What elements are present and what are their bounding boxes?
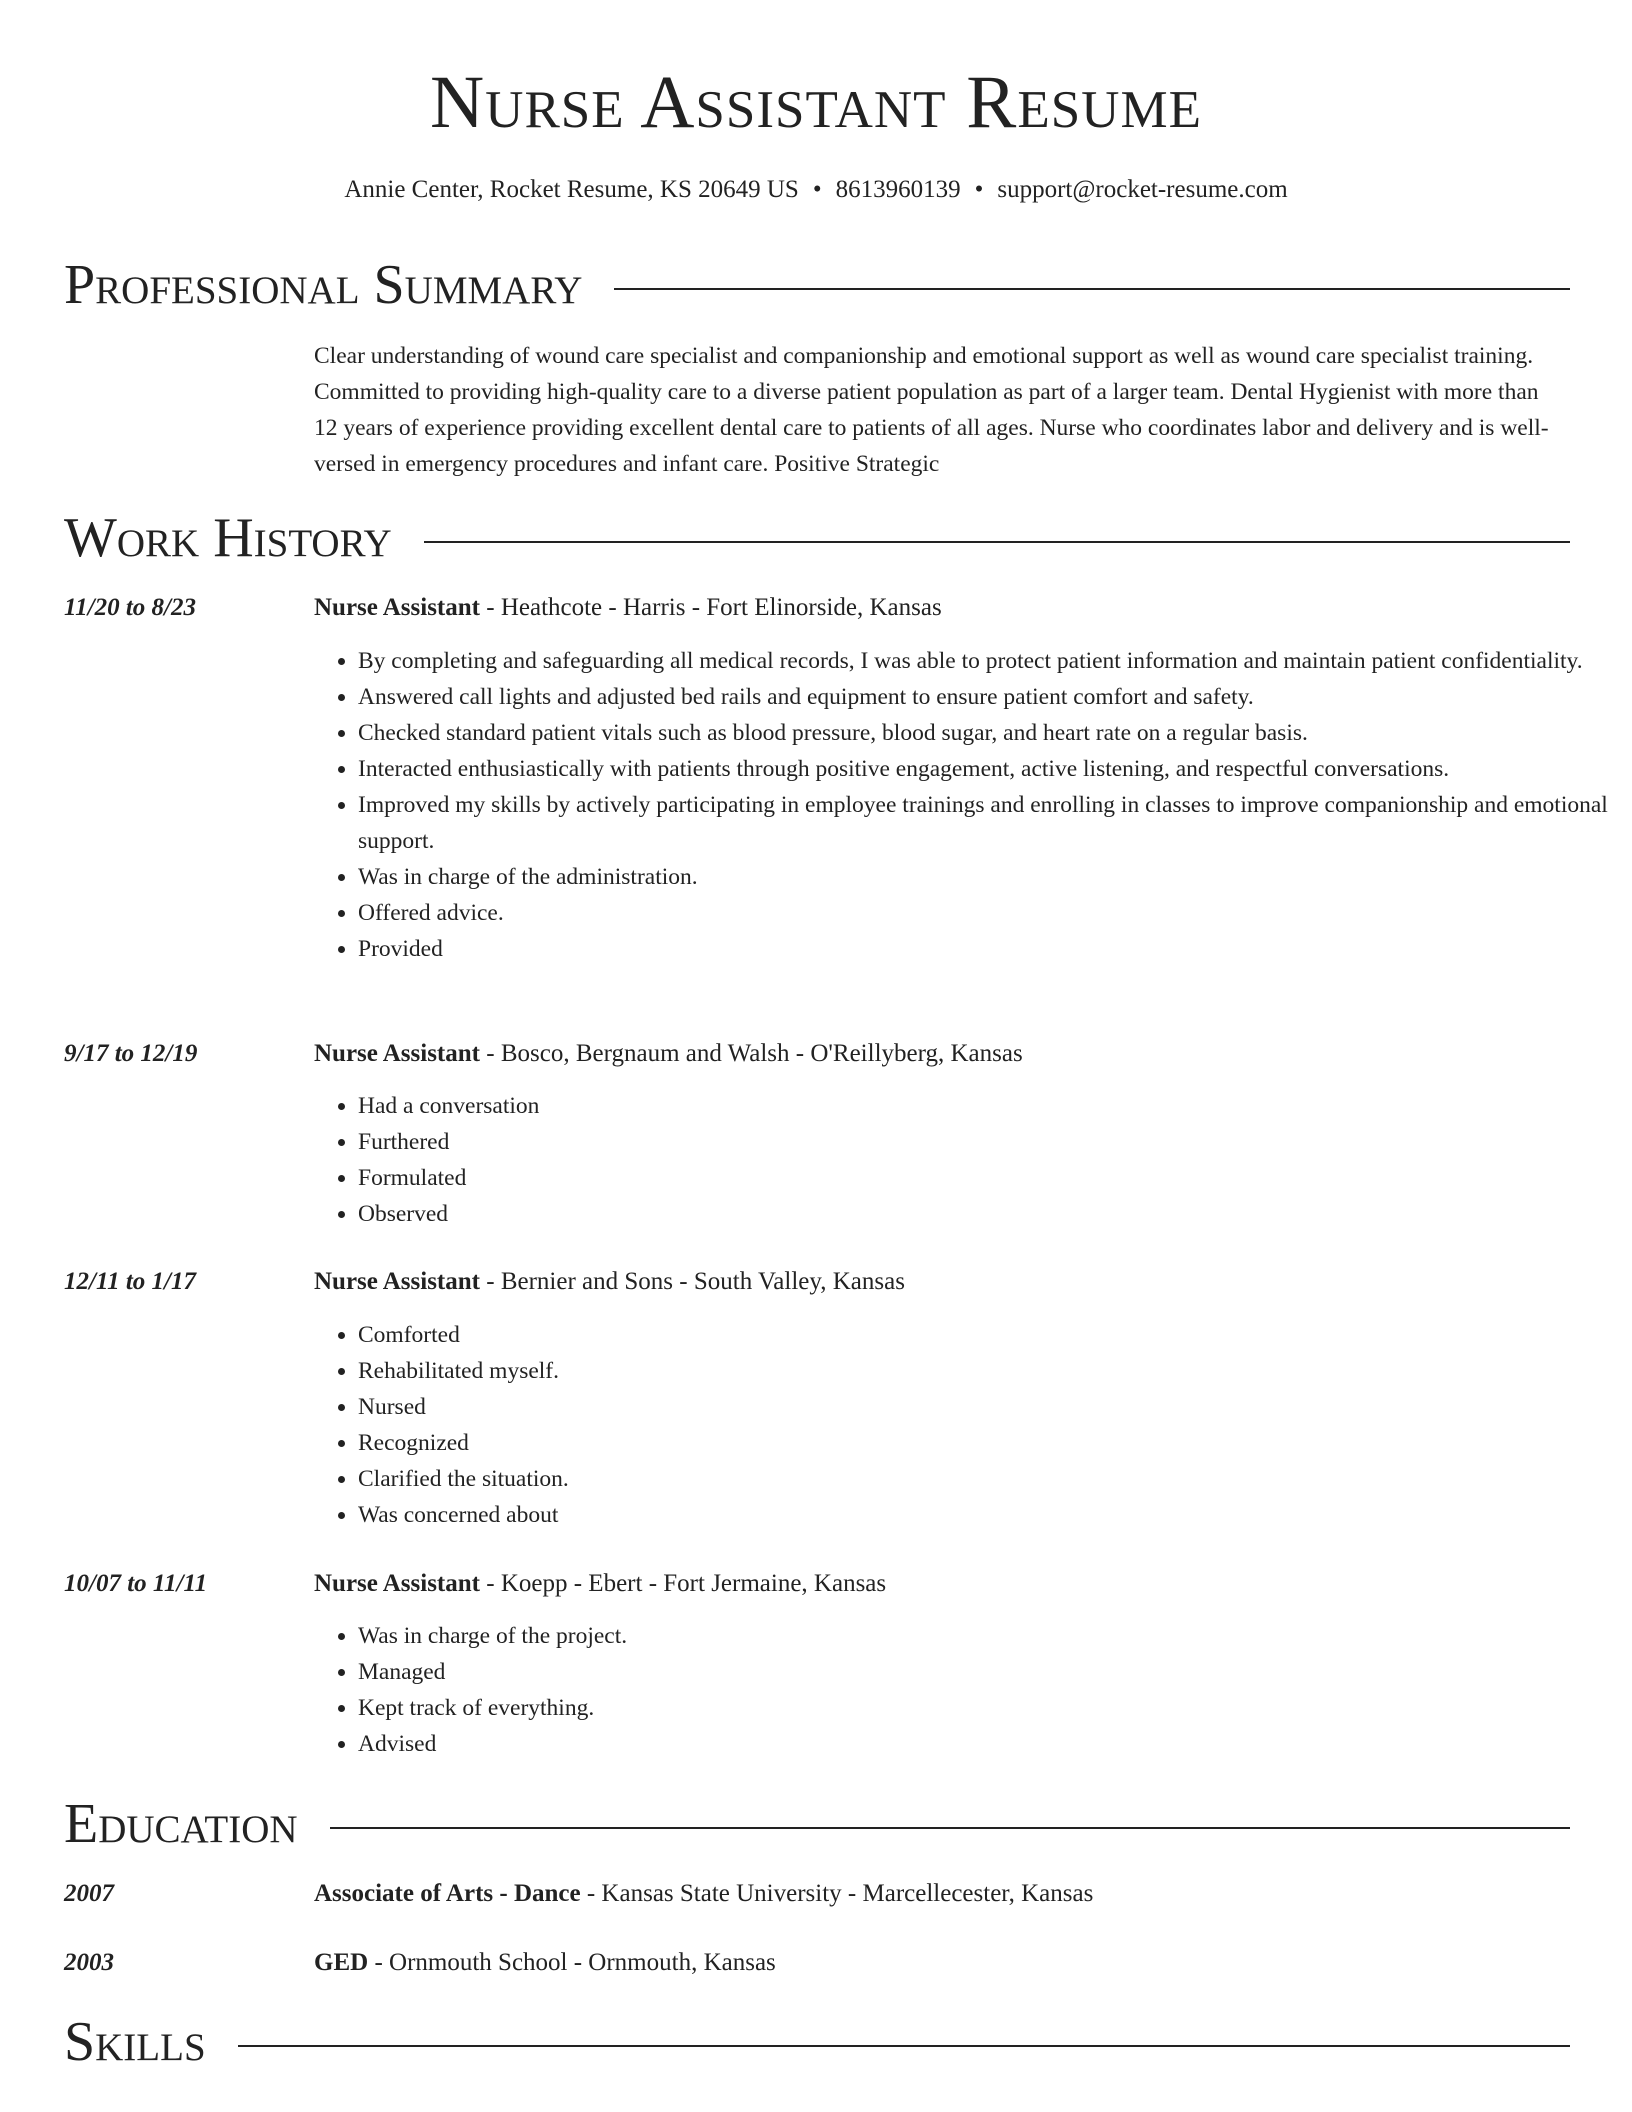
contact-line <box>0 172 1632 208</box>
job-bullet: • Interacted enthusiastically with patients through positive engagement, active listening, and respectful conversations. <box>358 751 1608 787</box>
job-details: - Koepp - Ebert - Fort Jermaine, Kansas <box>480 1570 887 1597</box>
job-bullet: • Was in charge of the project. <box>358 1618 1608 1654</box>
job-bullet: • Furthered <box>358 1124 1608 1160</box>
job-heading <box>314 1264 1564 1300</box>
job-bullet: • Kept track of everything. <box>358 1690 1608 1726</box>
contact-phone: 8613960139 <box>835 176 961 203</box>
summary-section-heading <box>64 252 1570 318</box>
work-section-title: Work History <box>64 507 392 569</box>
job-title: Nurse Assistant <box>314 1268 480 1295</box>
job-bullet: • Checked standard patient vitals such as blood pressure, blood sugar, and heart rate on a regular basis. <box>358 715 1608 751</box>
job-bullet: • Advised <box>358 1726 1608 1762</box>
summary-text: Clear understanding of wound care specialist and companionship and emotional support as well as wound care specialist training. Committed to providing high-quality care to a diverse patient population as part of a larger team. Dental Hygienist with more than 12 years of experience providing excellent dental care to patients of all ages. Nurse who coordinates labor and delivery and is well-versed in emergency procedures and infant care. Positive Strategic <box>314 343 1549 477</box>
job-bullets <box>314 1088 1608 1232</box>
education-heading <box>314 1945 1564 1981</box>
summary-section-title: Professional Summary <box>64 254 583 316</box>
education-year: 2007 <box>64 1880 114 1907</box>
job-bullet: • Comforted <box>358 1317 1608 1353</box>
job-heading <box>314 590 1564 626</box>
job-bullet: • Offered advice. <box>358 895 1608 931</box>
contact-separator: • <box>812 176 822 203</box>
job-details: - Heathcote - Harris - Fort Elinorside, Kansas <box>480 594 942 621</box>
job-bullet: • Had a conversation <box>358 1088 1608 1124</box>
job-bullets <box>314 643 1608 967</box>
job-title: Nurse Assistant <box>314 1570 480 1597</box>
job-bullet: • Clarified the situation. <box>358 1461 1608 1497</box>
job-bullet: • Provided <box>358 931 1608 967</box>
job-bullet: • Improved my skills by actively participating in employee trainings and enrolling in classes to improve companionship and emotional support. <box>358 787 1608 859</box>
contact-address: Annie Center, Rocket Resume, KS 20649 US <box>344 176 799 203</box>
job-bullet: • Recognized <box>358 1425 1608 1461</box>
education-degree: GED <box>314 1949 369 1976</box>
job-bullet: • Was concerned about <box>358 1497 1608 1533</box>
section-divider <box>424 541 1570 543</box>
job-bullet: • Managed <box>358 1654 1608 1690</box>
job-dates: 12/11 to 1/17 <box>64 1268 196 1295</box>
education-details: - Ornmouth School - Ornmouth, Kansas <box>368 1949 776 1976</box>
education-section-heading <box>64 1791 1570 1857</box>
job-bullet: • By completing and safeguarding all medical records, I was able to protect patient information and maintain patient confidentiality. <box>358 643 1608 679</box>
job-bullet: • Answered call lights and adjusted bed rails and equipment to ensure patient comfort and safety. <box>358 679 1608 715</box>
job-heading <box>314 1036 1564 1072</box>
job-details: - Bernier and Sons - South Valley, Kansas <box>480 1268 905 1295</box>
job-bullet: • Nursed <box>358 1389 1608 1425</box>
section-divider <box>330 1827 1570 1829</box>
education-degree: Associate of Arts - Dance <box>314 1880 581 1907</box>
job-dates: 10/07 to 11/11 <box>64 1570 208 1597</box>
job-bullet: • Was in charge of the administration. <box>358 859 1608 895</box>
contact-email: support@rocket-resume.com <box>997 176 1288 203</box>
job-dates: 9/17 to 12/19 <box>64 1040 198 1067</box>
skills-section-title: Skills <box>64 2011 206 2073</box>
section-divider <box>238 2045 1570 2047</box>
job-heading <box>314 1566 1564 1602</box>
job-bullets <box>314 1618 1608 1762</box>
resume-title: Nurse Assistant Resume <box>430 61 1202 144</box>
job-bullet: • Rehabilitated myself. <box>358 1353 1608 1389</box>
education-year: 2003 <box>64 1949 114 1976</box>
job-bullets <box>314 1317 1608 1533</box>
section-divider <box>614 288 1570 290</box>
education-details: - Kansas State University - Marcellecester, Kansas <box>580 1880 1094 1907</box>
job-title: Nurse Assistant <box>314 1040 480 1067</box>
work-section-heading <box>64 505 1570 571</box>
contact-separator: • <box>974 176 984 203</box>
job-title: Nurse Assistant <box>314 594 480 621</box>
education-section-title: Education <box>64 1793 298 1855</box>
job-dates: 11/20 to 8/23 <box>64 594 196 621</box>
skills-section-heading <box>64 2009 1570 2075</box>
job-details: - Bosco, Bergnaum and Walsh - O'Reillyberg, Kansas <box>480 1040 1023 1067</box>
job-bullet: • Observed <box>358 1196 1608 1232</box>
education-heading <box>314 1876 1564 1912</box>
job-bullet: • Formulated <box>358 1160 1608 1196</box>
